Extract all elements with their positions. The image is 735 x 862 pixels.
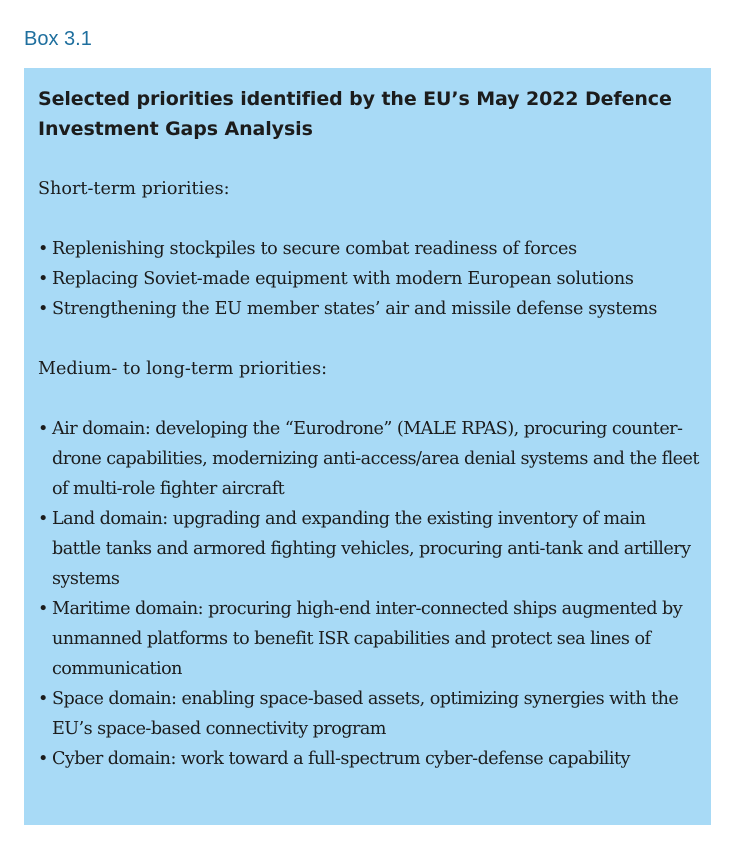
list-item — [38, 294, 699, 324]
bullet-icon: • — [38, 269, 49, 289]
list-item — [38, 594, 699, 684]
list-item-text: Strengthening the EU member states’ air and missile defense systems — [52, 299, 658, 319]
bullet-icon: • — [38, 689, 48, 709]
list-item — [38, 504, 699, 594]
list-item-text: Air domain: developing the “Eurodrone” (MALE RPAS), procuring counter-drone capabilities, modernizing anti-access/area denial systems and the fleet of multi-role fighter aircraft — [52, 419, 699, 499]
list-item-text: Space domain: enabling space-based assets, optimizing synergies with the EU’s space-based connectivity program — [52, 689, 679, 739]
bullet-icon: • — [38, 509, 48, 529]
short-term-heading: Short-term priorities: — [38, 179, 230, 199]
list-item-text: Replenishing stockpiles to secure combat readiness of forces — [52, 239, 577, 259]
medium-long-term-heading: Medium- to long-term priorities: — [38, 359, 328, 379]
box-label: Box 3.1 — [24, 28, 92, 50]
bullet-icon: • — [38, 299, 49, 319]
list-item — [38, 234, 699, 264]
short-term-list — [38, 234, 699, 324]
priorities-box — [24, 68, 711, 825]
list-item-text: Replacing Soviet-made equipment with modern European solutions — [52, 269, 634, 289]
box-title: Selected priorities identified by the EU’s May 2022 Defence Investment Gaps Analysis — [38, 88, 672, 140]
list-item — [38, 264, 699, 294]
list-item — [38, 744, 699, 774]
medium-long-term-list — [38, 414, 699, 774]
bullet-icon: • — [38, 419, 48, 439]
bullet-icon: • — [38, 749, 48, 769]
list-item — [38, 414, 699, 504]
list-item-text: Cyber domain: work toward a full-spectrum cyber-defense capability — [52, 749, 630, 769]
list-item — [38, 684, 699, 744]
list-item-text: Maritime domain: procuring high-end inter-connected ships augmented by unmanned platforms to benefit ISR capabilities and protect sea lines of communication — [52, 599, 683, 679]
list-item-text: Land domain: upgrading and expanding the existing inventory of main battle tanks and armored fighting vehicles, procuring anti-tank and artillery systems — [52, 509, 691, 589]
bullet-icon: • — [38, 239, 49, 259]
bullet-icon: • — [38, 599, 48, 619]
